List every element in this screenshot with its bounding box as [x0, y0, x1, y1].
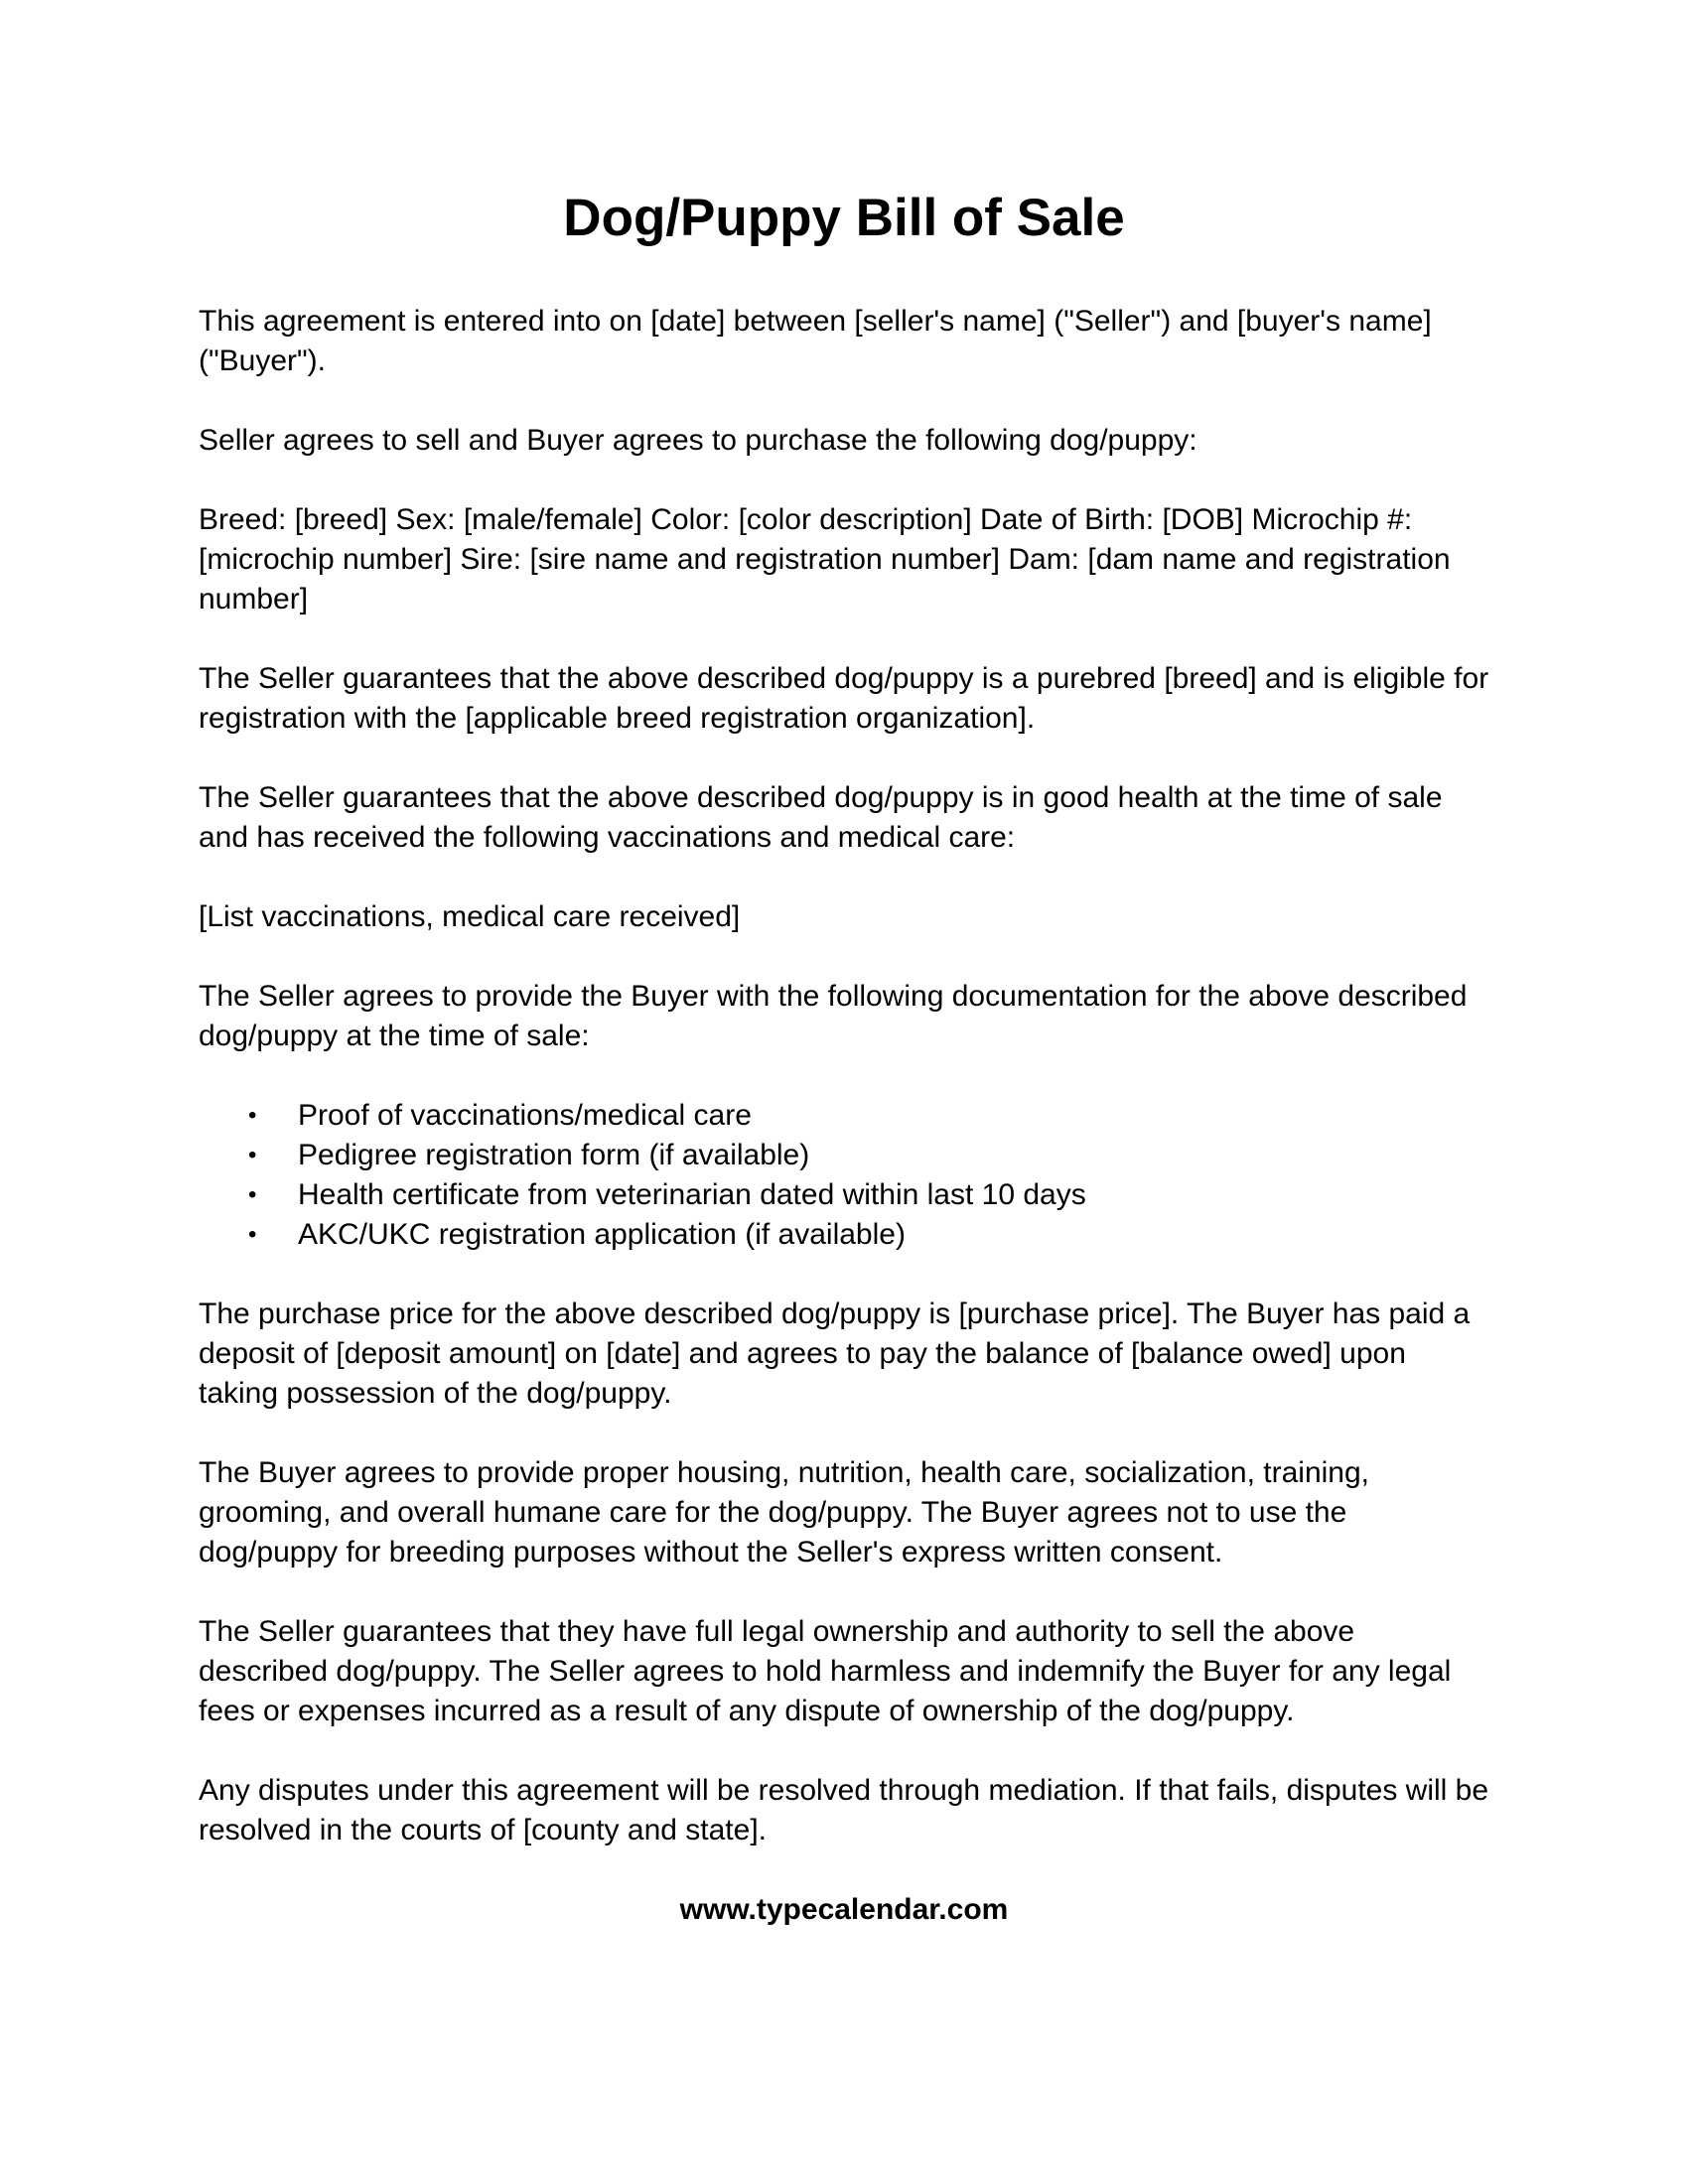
document-title: Dog/Puppy Bill of Sale — [563, 189, 1125, 247]
buyer-care-paragraph: The Buyer agrees to provide proper housing, nutrition, health care, socialization, training, grooming, and overall humane care for the dog/puppy. The Buyer agrees not to use the dog/puppy for breeding purposes without the Seller's express written consent. — [199, 1456, 1370, 1569]
bullet-icon: • — [248, 1102, 257, 1129]
list-item — [199, 1096, 1489, 1136]
documentation-item-label: AKC/UKC registration application (if available) — [298, 1218, 906, 1251]
vaccination-list-placeholder: [List vaccinations, medical care received] — [199, 900, 741, 933]
documentation-intro-paragraph: The Seller agrees to provide the Buyer with the following documentation for the above described dog/puppy at the time of sale: — [199, 980, 1468, 1052]
documentation-item-label: Health certificate from veterinarian dated within last 10 days — [298, 1178, 1086, 1211]
ownership-guarantee-paragraph: The Seller guarantees that they have full legal ownership and authority to sell the above described dog/puppy. The Seller agrees to hold harmless and indemnify the Buyer for any legal fees or expenses incurred as a result of any dispute of ownership of the dog/puppy. — [199, 1615, 1452, 1727]
list-item — [199, 1136, 1489, 1175]
sale-statement-paragraph: Seller agrees to sell and Buyer agrees to purchase the following dog/puppy: — [199, 424, 1197, 457]
agreement-intro-paragraph: This agreement is entered into on [date] between [seller's name] ("Seller") and [buyer's name] ("Buyer"). — [199, 305, 1432, 377]
documentation-item-label: Proof of vaccinations/medical care — [298, 1099, 752, 1132]
list-item — [199, 1215, 1489, 1255]
health-guarantee-paragraph: The Seller guarantees that the above described dog/puppy is in good health at the time of sale and has received the following vaccinations and medical care: — [199, 781, 1443, 854]
document-page — [199, 179, 1489, 1930]
list-item — [199, 1175, 1489, 1215]
documentation-item-label: Pedigree registration form (if available) — [298, 1139, 810, 1171]
documentation-list — [199, 1096, 1489, 1255]
purebred-guarantee-paragraph: The Seller guarantees that the above described dog/puppy is a purebred [breed] and is eligible for registration with the [applicable breed registration organization]. — [199, 662, 1489, 735]
dog-details-paragraph: Breed: [breed] Sex: [male/female] Color: [color description] Date of Birth: [DOB] Microchip #: [microchip number] Sire: [sire name and registration number] Dam: [dam name and registration number] — [199, 503, 1451, 615]
dispute-resolution-paragraph: Any disputes under this agreement will be resolved through mediation. If that fails, disputes will be resolved in the courts of [county and state]. — [199, 1774, 1489, 1846]
bullet-icon: • — [248, 1142, 257, 1168]
purchase-price-paragraph: The purchase price for the above described dog/puppy is [purchase price]. The Buyer has paid a deposit of [deposit amount] on [date] and agrees to pay the balance of [balance owed] upon taking possession of the dog/puppy. — [199, 1297, 1471, 1410]
bullet-icon: • — [248, 1221, 257, 1248]
footer-website-link[interactable]: www.typecalendar.com — [679, 1893, 1009, 1926]
bullet-icon: • — [248, 1181, 257, 1208]
